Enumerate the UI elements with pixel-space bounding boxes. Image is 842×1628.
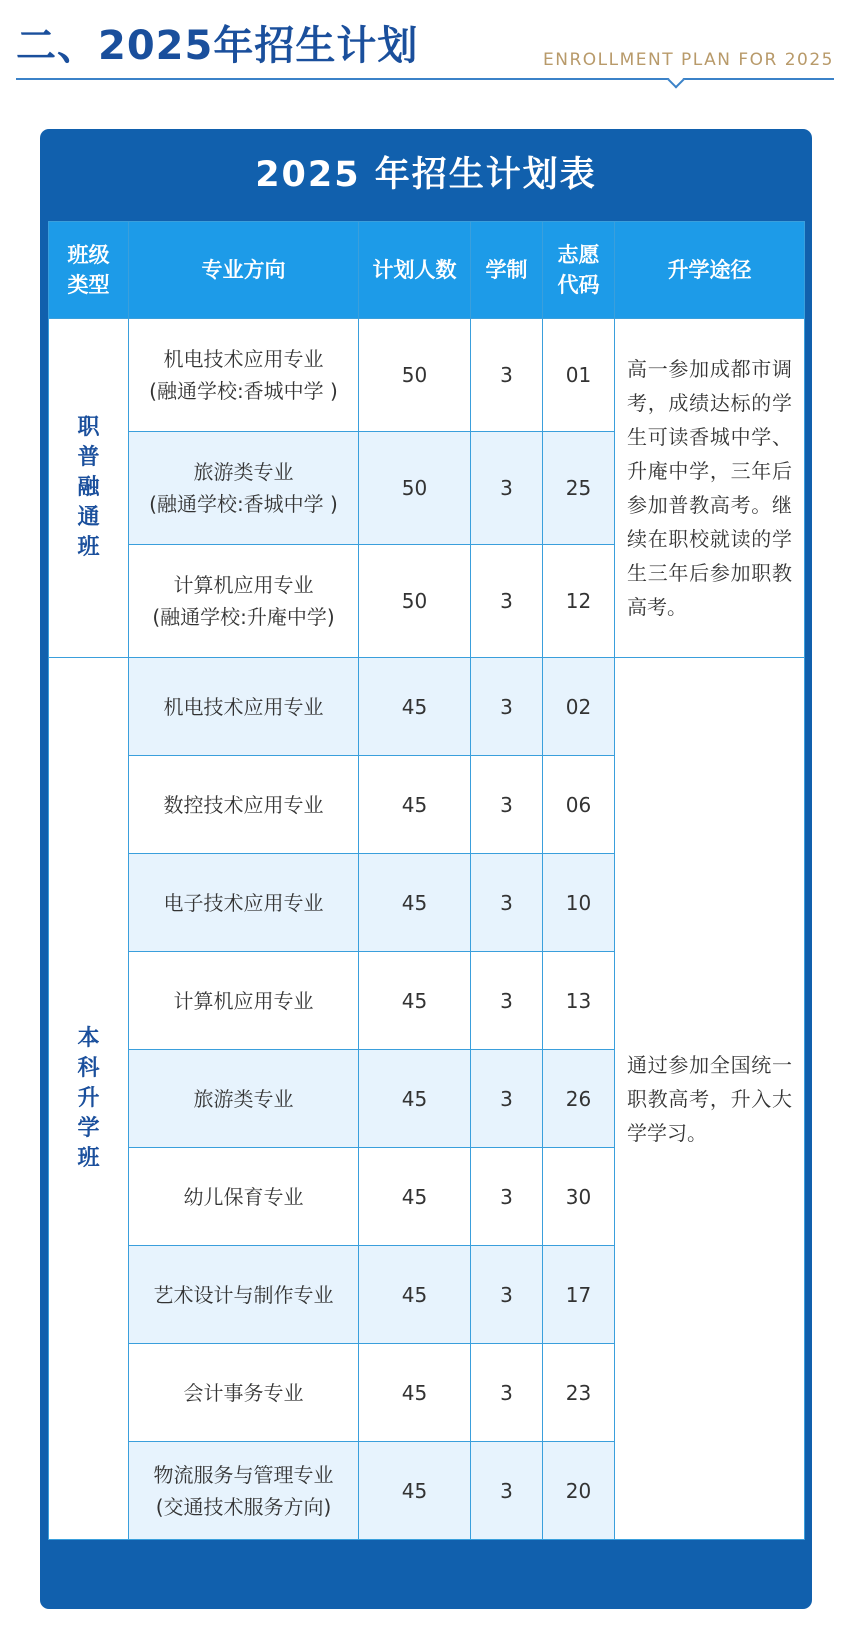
divider xyxy=(16,78,834,80)
path-cell: 通过参加全国统一职教高考，升入大学学习。 xyxy=(615,658,805,1540)
duration-cell: 3 xyxy=(471,319,543,432)
duration-cell: 3 xyxy=(471,756,543,854)
major-cell: 会计事务专业 xyxy=(129,1344,359,1442)
code-cell: 13 xyxy=(543,952,615,1050)
code-cell: 23 xyxy=(543,1344,615,1442)
duration-cell: 3 xyxy=(471,1344,543,1442)
header-code: 志愿代码 xyxy=(543,222,615,319)
count-cell: 50 xyxy=(359,319,471,432)
duration-cell: 3 xyxy=(471,545,543,658)
code-cell: 17 xyxy=(543,1246,615,1344)
section-subtitle: ENROLLMENT PLAN FOR 2025 xyxy=(542,50,834,70)
code-cell: 20 xyxy=(543,1442,615,1540)
count-cell: 45 xyxy=(359,1344,471,1442)
class-type-cell: 本科升学班 xyxy=(49,658,129,1540)
code-cell: 12 xyxy=(543,545,615,658)
table-header-row xyxy=(49,222,805,319)
count-cell: 45 xyxy=(359,1442,471,1540)
count-cell: 50 xyxy=(359,545,471,658)
count-cell: 45 xyxy=(359,1148,471,1246)
count-cell: 50 xyxy=(359,432,471,545)
code-cell: 30 xyxy=(543,1148,615,1246)
count-cell: 45 xyxy=(359,1246,471,1344)
table-row xyxy=(49,319,805,432)
major-cell: 物流服务与管理专业 (交通技术服务方向) xyxy=(129,1442,359,1540)
duration-cell: 3 xyxy=(471,854,543,952)
major-cell: 旅游类专业 (融通学校:香城中学 ) xyxy=(129,432,359,545)
major-cell: 数控技术应用专业 xyxy=(129,756,359,854)
section-title: 二、2025年招生计划 xyxy=(16,23,419,69)
major-cell: 艺术设计与制作专业 xyxy=(129,1246,359,1344)
header-major: 专业方向 xyxy=(129,222,359,319)
major-cell: 电子技术应用专业 xyxy=(129,854,359,952)
duration-cell: 3 xyxy=(471,1148,543,1246)
major-cell: 幼儿保育专业 xyxy=(129,1148,359,1246)
duration-cell: 3 xyxy=(471,1050,543,1148)
class-type-cell: 职普融通班 xyxy=(49,319,129,658)
code-cell: 06 xyxy=(543,756,615,854)
header-plan-count: 计划人数 xyxy=(359,222,471,319)
header-class-type: 班级类型 xyxy=(49,222,129,319)
duration-cell: 3 xyxy=(471,1246,543,1344)
count-cell: 45 xyxy=(359,1050,471,1148)
count-cell: 45 xyxy=(359,854,471,952)
enrollment-table xyxy=(48,221,805,1540)
header-path: 升学途径 xyxy=(615,222,805,319)
path-cell: 高一参加成都市调考，成绩达标的学生可读香城中学、升庵中学，三年后参加普教高考。继续在职校就读的学生三年后参加职教高考。 xyxy=(615,319,805,658)
table-row xyxy=(49,658,805,756)
count-cell: 45 xyxy=(359,952,471,1050)
code-cell: 10 xyxy=(543,854,615,952)
code-cell: 02 xyxy=(543,658,615,756)
code-cell: 25 xyxy=(543,432,615,545)
duration-cell: 3 xyxy=(471,952,543,1050)
header-duration: 学制 xyxy=(471,222,543,319)
major-cell: 计算机应用专业 (融通学校:升庵中学) xyxy=(129,545,359,658)
count-cell: 45 xyxy=(359,658,471,756)
code-cell: 26 xyxy=(543,1050,615,1148)
major-cell: 计算机应用专业 xyxy=(129,952,359,1050)
count-cell: 45 xyxy=(359,756,471,854)
divider-tick xyxy=(668,72,685,89)
duration-cell: 3 xyxy=(471,432,543,545)
major-cell: 旅游类专业 xyxy=(129,1050,359,1148)
duration-cell: 3 xyxy=(471,1442,543,1540)
plan-card xyxy=(40,129,812,1609)
major-cell: 机电技术应用专业 (融通学校:香城中学 ) xyxy=(129,319,359,432)
table-title: 2025 年招生计划表 xyxy=(255,155,597,195)
major-cell: 机电技术应用专业 xyxy=(129,658,359,756)
code-cell: 01 xyxy=(543,319,615,432)
duration-cell: 3 xyxy=(471,658,543,756)
